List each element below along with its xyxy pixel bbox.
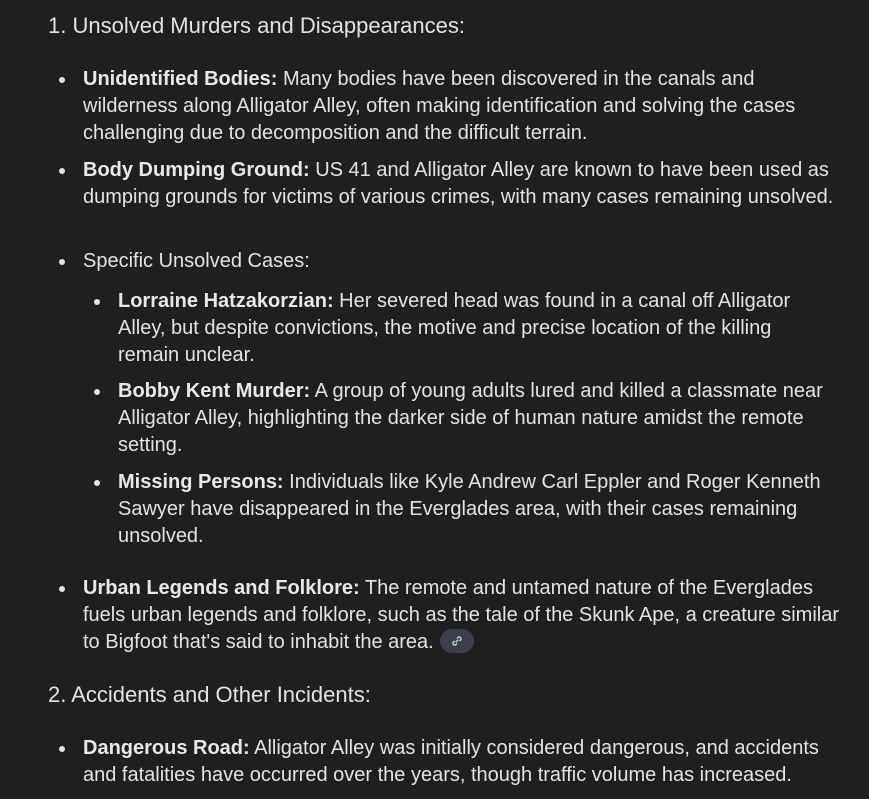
- item-label: Body Dumping Ground:: [83, 159, 310, 181]
- bullet-icon: [94, 299, 100, 305]
- item-text: Her severed head was found in a canal off Alligator Alley, but despite convictions, the motive and precise location of the killing remain unclear.: [118, 290, 791, 366]
- list-item-missing-persons: [118, 469, 830, 550]
- list-item-body-dumping-ground: [83, 157, 843, 211]
- item-text: The remote and untamed nature of the Everglades fuels urban legends and folklore, such as the tale of the Skunk Ape, a creature similar to Bigfoot that's said to inhabit the area.: [83, 577, 839, 653]
- section-heading-accidents: 2. Accidents and Other Incidents:: [48, 682, 371, 707]
- list-item-lorraine-hatzakorzian: [118, 288, 830, 369]
- item-label: Urban Legends and Folklore:: [83, 577, 360, 599]
- list-item-dangerous-road: [83, 735, 843, 789]
- bullet-icon: [59, 259, 65, 265]
- list-item-specific-unsolved-cases: [83, 248, 843, 275]
- list-item-urban-legends: [83, 575, 843, 656]
- item-label: Missing Persons:: [118, 471, 284, 493]
- bullet-icon: [59, 586, 65, 592]
- link-icon: [451, 635, 463, 647]
- bullet-icon: [59, 168, 65, 174]
- bullet-icon: [59, 746, 65, 752]
- bullet-icon: [94, 389, 100, 395]
- bullet-icon: [59, 77, 65, 83]
- section-heading-unsolved: 1. Unsolved Murders and Disappearances:: [48, 13, 466, 38]
- list-item-unidentified-bodies: [83, 66, 843, 147]
- item-label: Lorraine Hatzakorzian:: [118, 290, 334, 312]
- bullet-icon: [94, 480, 100, 486]
- citation-chip[interactable]: [440, 629, 474, 653]
- item-label: Dangerous Road:: [83, 737, 250, 759]
- item-label: Specific Unsolved Cases:: [83, 250, 310, 272]
- item-text: A group of young adults lured and killed a classmate near Alligator Alley, highlighting the darker side of human nature amidst the remote setting.: [118, 380, 823, 456]
- item-text: Individuals like Kyle Andrew Carl Eppler and Roger Kenneth Sawyer have disappeared in the Everglades area, with their cases remaining unsolved.: [118, 471, 821, 547]
- item-text: US 41 and Alligator Alley are known to have been used as dumping grounds for victims of various crimes, with many cases remaining unsolved.: [83, 159, 834, 208]
- item-text: Alligator Alley was initially considered dangerous, and accidents and fatalities have occurred over the years, though traffic volume has increased.: [83, 737, 819, 786]
- list-item-bobby-kent-murder: [118, 378, 830, 459]
- item-label: Unidentified Bodies:: [83, 68, 278, 90]
- item-label: Bobby Kent Murder:: [118, 380, 311, 402]
- item-text: Many bodies have been discovered in the canals and wilderness along Alligator Alley, often making identification and solving the cases challenging due to decomposition and the difficult terrain.: [83, 68, 796, 144]
